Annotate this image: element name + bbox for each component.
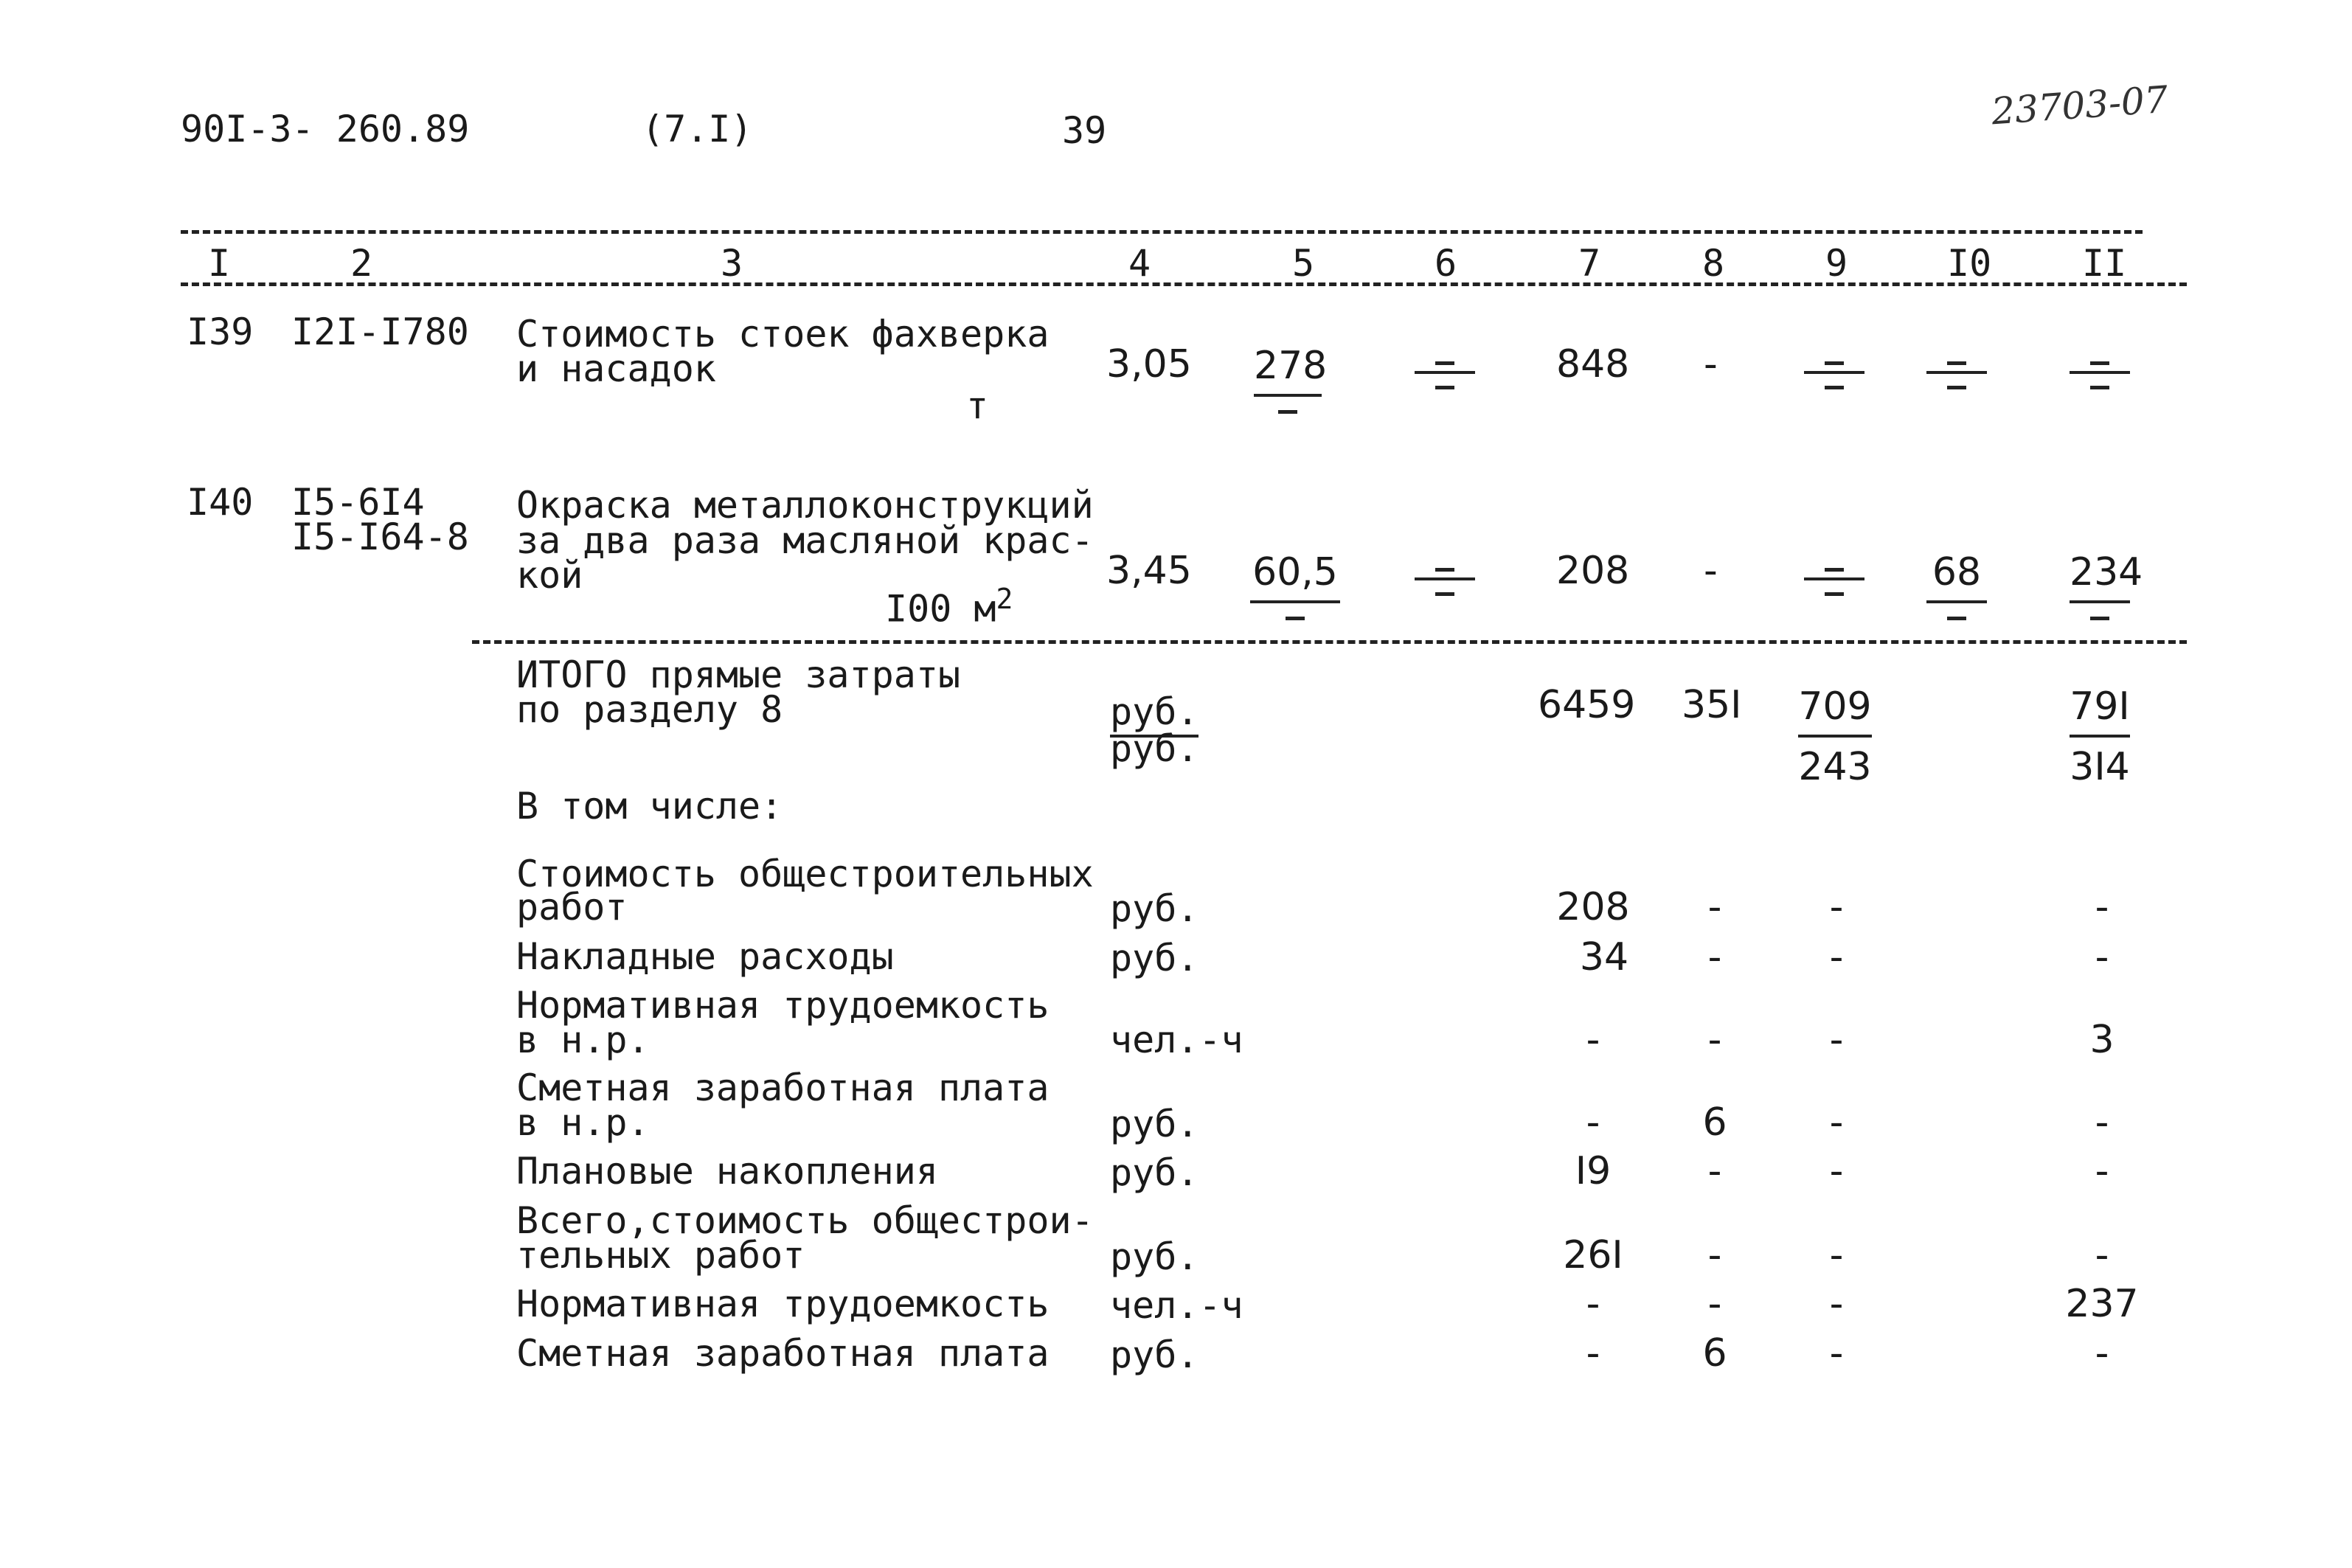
column-number: 8 (1702, 242, 1725, 285)
breakdown-col7: 34 (1579, 935, 1629, 979)
column-number: 6 (1435, 242, 1457, 285)
breakdown-unit: чел.-ч (1110, 1019, 1243, 1061)
breakdown-col7: I9 (1575, 1149, 1612, 1193)
total-col7-value: 6459 (1538, 683, 1636, 727)
breakdown-col8: - (1707, 885, 1722, 929)
col11-empty-fraction (2070, 361, 2130, 389)
breakdown-col9: - (1829, 1100, 1844, 1145)
breakdown-col7: - (1586, 1100, 1600, 1145)
col8-value: - (1704, 342, 1718, 386)
col10-fraction (1926, 550, 1987, 620)
total-description-line: ИТОГО прямые затраты (516, 653, 961, 696)
col5-fraction (1250, 550, 1340, 620)
breakdown-col11: - (2095, 885, 2109, 929)
item-description-line: кой (516, 554, 583, 597)
breakdown-col11: - (2095, 1149, 2109, 1193)
breakdown-col11: 3 (2089, 1018, 2115, 1062)
total-unit-bottom: руб. (1110, 727, 1199, 770)
breakdown-col8: - (1707, 1282, 1722, 1326)
header-top-rule (181, 230, 2143, 234)
col6-empty-fraction (1415, 568, 1475, 596)
breakdown-description-line: тельных работ (516, 1234, 805, 1277)
column-number: II (2082, 242, 2127, 285)
breakdown-description-line: работ (516, 886, 628, 929)
col5-value: 278 (1254, 344, 1328, 388)
breakdown-col8: - (1707, 1018, 1722, 1062)
breakdown-col8: - (1707, 935, 1722, 979)
col8-value: - (1704, 549, 1718, 593)
breakdown-unit: руб. (1110, 1235, 1199, 1278)
breakdown-unit: руб. (1110, 1333, 1199, 1376)
breakdown-col9: - (1829, 1282, 1844, 1326)
col11-fraction (2070, 550, 2143, 620)
total-col8-value: 35I (1682, 683, 1742, 727)
breakdown-col11: - (2095, 1331, 2109, 1376)
col11-value: 234 (2070, 550, 2143, 594)
breakdown-description-line: Стоимость общестроительных (516, 853, 1094, 895)
total-col11-numerator: 79I (2070, 684, 2130, 729)
item-unit (885, 583, 1013, 631)
col9-empty-fraction (1804, 568, 1864, 596)
col6-empty-fraction (1415, 361, 1475, 389)
col7-value: 208 (1556, 549, 1630, 593)
column-number: 2 (350, 242, 373, 285)
page-number: 39 (1062, 109, 1107, 152)
item-description-line: за два раза масляной крас- (516, 519, 1094, 562)
col4-coefficient: 3,05 (1106, 342, 1192, 386)
breakdown-col7: 208 (1556, 885, 1630, 929)
col7-value: 848 (1556, 342, 1630, 386)
total-col11-fraction (2070, 684, 2130, 789)
breakdown-col11: - (2095, 1100, 2109, 1145)
breakdown-description-line: в н.р. (516, 1101, 650, 1144)
breakdown-description-line: Сметная заработная плата (516, 1332, 1050, 1375)
header-bottom-rule (181, 282, 2187, 286)
total-unit-top (1110, 690, 1199, 733)
col5-fraction (1254, 344, 1328, 414)
item-unit-text: I00 м (885, 587, 996, 631)
breakdown-description-line: Сметная заработная плата (516, 1066, 1050, 1109)
column-number: 7 (1578, 242, 1601, 285)
item-code: I5-I64-8 (291, 516, 469, 558)
document-code: 90I-3- 260.89 (181, 108, 470, 150)
breakdown-description-line: Нормативная трудоемкость (516, 984, 1050, 1027)
breakdown-col8: - (1707, 1233, 1722, 1277)
total-separator-rule (472, 640, 2187, 644)
breakdown-col7: - (1586, 1282, 1600, 1326)
breakdown-unit: руб. (1110, 1103, 1199, 1145)
column-number: 9 (1825, 242, 1848, 285)
breakdown-description-line: Нормативная трудоемкость (516, 1283, 1050, 1325)
total-col9-denominator: 243 (1798, 745, 1872, 789)
breakdown-unit: руб. (1110, 887, 1199, 930)
column-number: 4 (1128, 242, 1151, 285)
column-number: I0 (1947, 242, 1992, 285)
item-unit-exponent: 2 (996, 583, 1013, 615)
item-code: I5-6I4 (291, 481, 425, 524)
breakdown-col8: 6 (1702, 1100, 1727, 1145)
breakdown-description-line: Плановые накопления (516, 1150, 938, 1193)
section-number: (7.I) (642, 108, 753, 150)
breakdown-col7: - (1586, 1331, 1600, 1376)
breakdown-description-line: Накладные расходы (516, 935, 894, 978)
col10-empty-fraction (1926, 361, 1987, 389)
breakdown-col7: 26I (1563, 1233, 1623, 1277)
breakdown-description-line: Всего,стоимость общестрои- (516, 1199, 1094, 1242)
breakdown-col7: - (1586, 1018, 1600, 1062)
col4-coefficient: 3,45 (1106, 549, 1192, 593)
breakdown-col11: 237 (2065, 1282, 2139, 1326)
col10-value: 68 (1932, 550, 1982, 594)
breakdown-col11: - (2095, 1233, 2109, 1277)
total-description-line: по разделу 8 (516, 688, 783, 731)
including-label: В том числе: (516, 785, 783, 828)
column-number: 3 (721, 242, 743, 285)
column-number: I (208, 242, 231, 285)
breakdown-unit: чел.-ч (1110, 1284, 1243, 1327)
handwritten-inventory-number: 23703-07 (1990, 77, 2170, 133)
item-description-line: и насадок (516, 347, 716, 390)
total-col11-denominator: 3I4 (2070, 745, 2130, 789)
breakdown-unit: руб. (1110, 937, 1199, 979)
breakdown-col9: - (1829, 1233, 1844, 1277)
item-code: I2I-I780 (291, 311, 469, 353)
item-number: I39 (187, 311, 254, 353)
total-unit-numerator: руб. (1110, 690, 1198, 738)
breakdown-col9: - (1829, 1018, 1844, 1062)
item-description-line: Стоимость стоек фахверка (516, 313, 1050, 355)
breakdown-unit: руб. (1110, 1151, 1199, 1194)
breakdown-col9: - (1829, 1149, 1844, 1193)
item-number: I40 (187, 481, 254, 524)
column-number: 5 (1292, 242, 1315, 285)
col9-empty-fraction (1804, 361, 1864, 389)
total-col9-fraction (1798, 684, 1872, 789)
item-unit: т (966, 384, 989, 427)
breakdown-col8: 6 (1702, 1331, 1727, 1376)
breakdown-col9: - (1829, 935, 1844, 979)
total-col9-numerator: 709 (1798, 684, 1872, 729)
breakdown-description-line: в н.р. (516, 1019, 650, 1061)
breakdown-col11: - (2095, 935, 2109, 979)
breakdown-col9: - (1829, 1331, 1844, 1376)
col5-value: 60,5 (1252, 550, 1338, 594)
item-description-line: Окраска металлоконструкций (516, 484, 1094, 527)
breakdown-col8: - (1707, 1149, 1722, 1193)
breakdown-col9: - (1829, 885, 1844, 929)
